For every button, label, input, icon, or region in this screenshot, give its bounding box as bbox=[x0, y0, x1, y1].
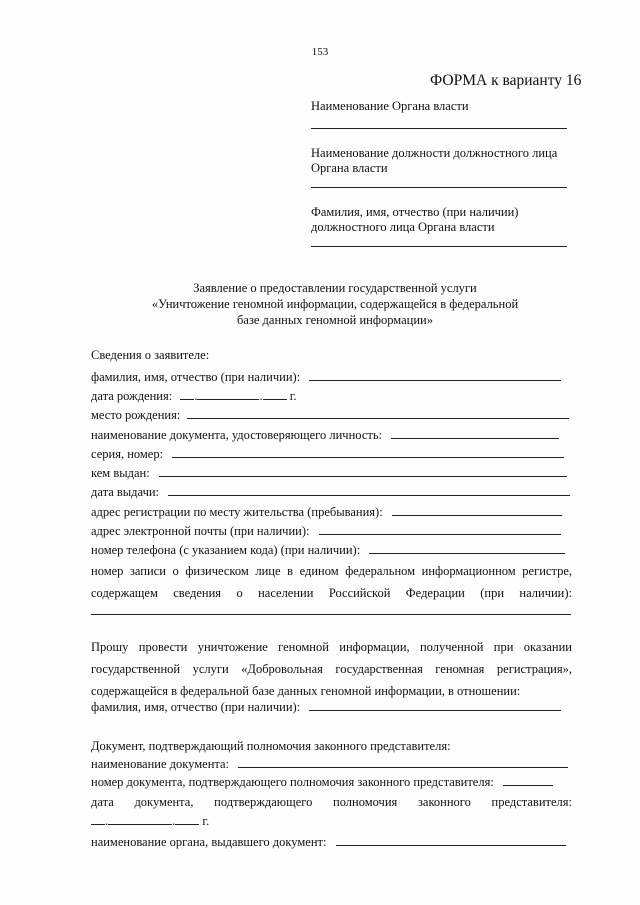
subject-full-name-field[interactable] bbox=[309, 698, 561, 711]
rep-doc-day-field[interactable] bbox=[91, 812, 105, 825]
official-name-field[interactable] bbox=[311, 246, 567, 247]
birth-date-year-suffix: г. bbox=[289, 389, 297, 403]
birth-place-label: место рождения: bbox=[91, 408, 181, 422]
rep-doc-name-field[interactable] bbox=[238, 755, 568, 768]
issued-by-row bbox=[91, 464, 571, 482]
phone-row bbox=[91, 541, 571, 559]
subject-full-name-label: фамилия, имя, отчество (при наличии): bbox=[91, 700, 301, 714]
official-position-field[interactable] bbox=[311, 187, 567, 188]
applicant-heading: Сведения о заявителе: bbox=[91, 348, 210, 362]
id-document-label: наименование документа, удостоверяющего личность: bbox=[91, 428, 383, 442]
rep-doc-name-label: наименование документа: bbox=[91, 757, 230, 771]
birth-date-row: дата рождения: . . г. bbox=[91, 389, 297, 403]
rep-doc-name-row bbox=[91, 755, 571, 773]
subject-full-name-row bbox=[91, 698, 571, 716]
email-label: адрес электронной почты (при наличии): bbox=[91, 524, 310, 538]
email-row bbox=[91, 522, 571, 540]
phone-field[interactable] bbox=[369, 541, 565, 554]
applicant-full-name-row bbox=[91, 368, 571, 386]
register-record-line-1: номер записи о физическом лице в едином федеральном информационном регистре, bbox=[91, 564, 572, 578]
series-number-field[interactable] bbox=[172, 445, 564, 458]
id-document-row bbox=[91, 426, 571, 444]
issue-date-field[interactable] bbox=[168, 483, 570, 496]
authority-name-label: Наименование Органа власти bbox=[311, 99, 469, 113]
registration-address-field[interactable] bbox=[392, 503, 562, 516]
applicant-full-name-field[interactable] bbox=[309, 368, 561, 381]
applicant-full-name-label: фамилия, имя, отчество (при наличии): bbox=[91, 370, 301, 384]
rep-doc-number-row bbox=[91, 773, 571, 791]
rep-doc-date-row: . . г. bbox=[91, 812, 209, 830]
register-record-line-2: содержащем сведения о населении Российской Федерации (при наличии): bbox=[91, 586, 572, 600]
issue-date-row bbox=[91, 483, 571, 501]
official-name-label: Фамилия, имя, отчество (при наличии) должностного лица Органа власти bbox=[311, 205, 519, 234]
series-number-label: серия, номер: bbox=[91, 447, 164, 461]
rep-doc-date-year-suffix: г. bbox=[202, 814, 210, 828]
birth-date-label: дата рождения: bbox=[91, 389, 173, 403]
request-text-line-1: Прошу провести уничтожение геномной информации, полученной при оказании bbox=[91, 640, 572, 654]
rep-doc-month-field[interactable] bbox=[108, 812, 172, 825]
issue-date-label: дата выдачи: bbox=[91, 485, 160, 499]
birth-place-row bbox=[91, 406, 571, 424]
birth-day-field[interactable] bbox=[180, 387, 194, 400]
authority-name-field[interactable] bbox=[311, 128, 567, 129]
birth-place-field[interactable] bbox=[187, 406, 569, 419]
id-document-field[interactable] bbox=[391, 426, 559, 439]
issuing-authority-label: наименование органа, выдавшего документ: bbox=[91, 835, 327, 849]
rep-doc-date-label: дата документа, подтверждающего полномочия законного представителя: bbox=[91, 795, 572, 809]
birth-month-field[interactable] bbox=[197, 387, 259, 400]
form-title: ФОРМА к варианту 16 bbox=[430, 72, 582, 89]
issued-by-label: кем выдан: bbox=[91, 466, 150, 480]
statement-line-1: Заявление о предоставлении государственной услуги bbox=[193, 281, 477, 295]
statement-line-2: «Уничтожение геномной информации, содержащейся в федеральной bbox=[151, 297, 519, 311]
birth-year-field[interactable] bbox=[263, 387, 287, 400]
rep-doc-number-label: номер документа, подтверждающего полномочия законного представителя: bbox=[91, 775, 494, 789]
registration-address-label: адрес регистрации по месту жительства (пребывания): bbox=[91, 505, 383, 519]
email-field[interactable] bbox=[319, 522, 561, 535]
registration-address-row bbox=[91, 503, 571, 521]
phone-label: номер телефона (с указанием кода) (при наличии): bbox=[91, 543, 361, 557]
register-record-field[interactable] bbox=[91, 614, 571, 615]
issuing-authority-field[interactable] bbox=[336, 833, 566, 846]
page-number: 153 bbox=[311, 46, 329, 58]
statement-line-3: базе данных геномной информации» bbox=[237, 313, 433, 327]
rep-doc-year-field[interactable] bbox=[175, 812, 199, 825]
request-text-line-2: государственной услуги «Добровольная государственная геномная регистрация», bbox=[91, 662, 572, 676]
statement-heading bbox=[100, 280, 570, 328]
representative-heading: Документ, подтверждающий полномочия законного представителя: bbox=[91, 739, 451, 753]
request-text-line-3: содержащейся в федеральной базе данных геномной информации, в отношении: bbox=[91, 684, 521, 698]
issued-by-field[interactable] bbox=[159, 464, 567, 477]
official-position-label: Наименование должности должностного лица Органа власти bbox=[311, 146, 558, 175]
issuing-authority-row bbox=[91, 833, 571, 851]
series-number-row bbox=[91, 445, 571, 463]
rep-doc-number-field[interactable] bbox=[503, 773, 553, 786]
